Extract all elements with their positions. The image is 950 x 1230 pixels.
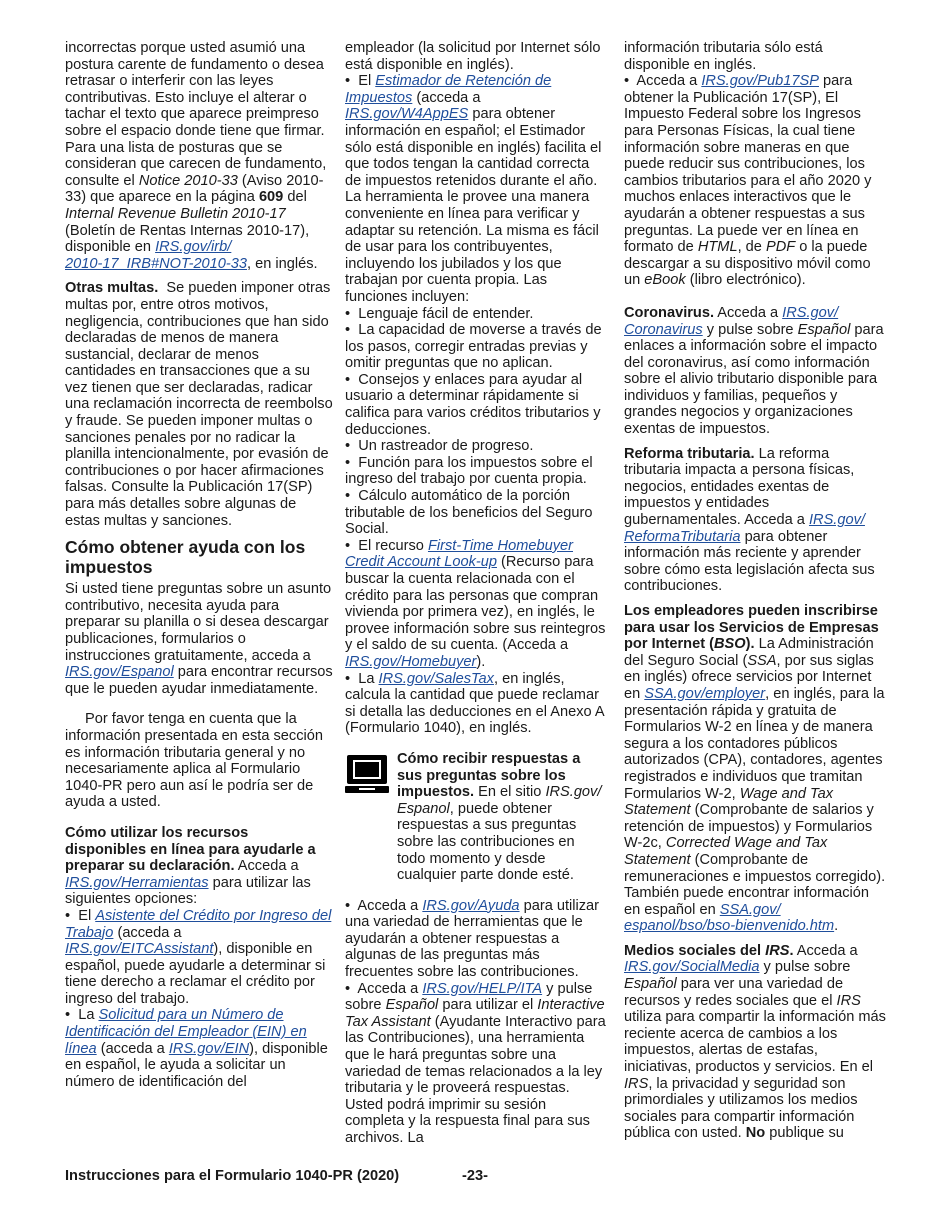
- list-item: • El recurso First-Time Homebuyer Credit Account Look-up (Recurso para buscar la cuenta relacionada con el crédito para las personas que compran vivienda por primera vez), en inglés, le provee información sobre sus reintegros y el saldo de su cuenta. (Acceda a IRS.gov/Homebuyer).: [345, 537, 606, 670]
- footer-title: Instrucciones para el Formulario 1040-PR (2020): [65, 1168, 400, 1184]
- page-number: -23-: [462, 1168, 488, 1184]
- list-item: • Acceda a IRS.gov/HELP/ITA y pulse sobre Español para utilizar el Interactive Tax Assistant (Ayudante Interactivo para las Contribuciones), una herramienta que le hará preguntas sobre una variedad de temas relacionados a la ley tributaria y le proveerá respuestas. Usted podrá imprimir su sesión completa y la respuesta final para sus archivos. La: [345, 980, 606, 1146]
- page-footer: [65, 1168, 885, 1184]
- paragraph-ayuda: Si usted tiene preguntas sobre un asunto contributivo, necesita ayuda para preparar su planilla o si desea descargar publicaciones, formularios o instrucciones gratuitamente, acceda a IRS.gov/Espanol para encontrar recursos que le pueden ayudar inmediatamente.: [65, 581, 333, 697]
- list-item: • Consejos y enlaces para ayudar al usuario a determinar rápidamente si califica para varios créditos tributarios y deducciones.: [345, 371, 601, 438]
- paragraph-bso: Los empleadores pueden inscribirse para usar los Servicios de Empresas por Internet (BSO). La Administración del Seguro Social (SSA, por sus siglas en inglés) ofrece servicios por Internet en SSA.gov/employer, en inglés, para la presentación rápida y gratuita de Formularios W-2 en línea y de manera segura a los contadores públicos autorizados (CPA), contadores, agentes registrados e individuos que tramitan Formularios W-2, Wage and Tax Statement (Comprobante de salarios y retención de impuestos) y Formularios W-2c, Corrected Wage and Tax Statement (Comprobante de remuneraciones e impuestos corregido). También puede encontrar información en español en SSA.gov/ espanol/bso/bso-bienvenido.htm.: [624, 603, 886, 935]
- list-item: • Lenguaje fácil de entender.: [345, 305, 534, 322]
- section-heading: Cómo obtener ayuda con los impuestos: [65, 537, 306, 578]
- ayuda-link[interactable]: IRS.gov/Ayuda: [422, 897, 520, 914]
- herramientas-link[interactable]: IRS.gov/Herramientas: [65, 874, 209, 891]
- list-item: • La Solicitud para un Número de Identificación del Empleador (EIN) en línea (acceda a IRS.gov/EIN), disponible en español, le ayuda a solicitar un número de identificación del: [65, 1007, 328, 1090]
- paragraph-continued: empleador (la solicitud por Internet sólo está disponible en inglés).: [345, 40, 601, 73]
- eitc-link[interactable]: IRS.gov/EITCAssistant: [65, 941, 214, 958]
- eitc-assistant-link[interactable]: Asistente del Crédito por Ingreso del Trabajo: [65, 907, 332, 941]
- list-item: • Acceda a IRS.gov/Pub17SP para obtener la Publicación 17(SP), El Impuesto Federal sobre los Ingresos para Personas Físicas, la cual tiene información sobre maneras en que puede reducir sus contribuciones, los cambios tributarios para el año 2020 y muchos enlaces interactivos que le ayudarán a obtener respuestas a sus preguntas. La puede ver en línea en formato de HTML, de PDF o la puede descargar a su dispositivo móvil como un eBook (libro electrónico).: [624, 73, 872, 289]
- paragraph-otras-multas: Otras multas. Se pueden imponer otras multas por, entre otros motivos, negligencia, contribuciones que han sido declaradas de menos de manera sustancial, declarar de menos cantidades en transacciones que a su vez tienen que ser declaradas, radicar una reclamación incorrecta de reembolso y fraude. Se pueden imponer multas o sanciones penales por no radicar la planilla intencionalmente, por evasión de contribuciones o por hacer afirmaciones falsas. Consulte la Publicación 17(SP) para más detalles sobre algunas de estas multas y sanciones.: [65, 280, 333, 529]
- paragraph-coronavirus: Coronavirus. Acceda a IRS.gov/ Coronavirus y pulse sobre Español para enlaces a información sobre el impacto del coronavirus, así como información sobre el alivio tributario disponible para individuos y familias, pequeños y grandes negocios y organizaciones exentas de impuestos.: [624, 304, 884, 438]
- list-item: • Un rastreador de progreso.: [345, 438, 534, 455]
- paragraph-medios: Medios sociales del IRS. Acceda a IRS.gov/SocialMedia y pulse sobre Español para ver una variedad de recursos y redes sociales que el IRS utiliza para compartir la información más reciente acerca de cambios a los impuestos, alertas de estafas, iniciativas, productos y servicios. En el IRS, la privacidad y seguridad son primordiales y utilizamos los medios sociales para compartir información pública con usted. No publique su: [624, 942, 886, 1142]
- homebuyer-lookup-link[interactable]: First-Time Homebuyer Credit Account Look-up: [345, 537, 573, 571]
- list-item: • El Estimador de Retención de Impuestos (acceda a IRS.gov/W4AppES para obtener información en español; el Estimador sólo está disponible en inglés) facilita el que todos tengan la cantidad correcta de impuestos retenidos durante el año. La herramienta le provee una manera conveniente en línea para verificar y adaptar su retención. La misma es fácil de usar para los contribuyentes, incluyendo los jubilados y los que trabajan por cuenta propia. Las funciones incluyen:: [345, 73, 602, 305]
- withholding-estimator-link[interactable]: Estimador de Retención de Impuestos: [345, 73, 552, 106]
- note-box: Cómo recibir respuestas a sus preguntas sobre los impuestos. En el sitio IRS.gov/ Espanol, puede obtener respuestas a sus preguntas sobre las contribuciones en todo momento y desde cualquier parte donde esté.: [345, 751, 607, 884]
- homebuyer-link[interactable]: IRS.gov/Homebuyer: [345, 653, 477, 670]
- irs-espanol-link[interactable]: IRS.gov/Espanol: [65, 664, 174, 681]
- reforma-link[interactable]: IRS.gov/ ReformaTributaria: [624, 512, 865, 545]
- socialmedia-link[interactable]: IRS.gov/SocialMedia: [624, 959, 760, 976]
- paragraph-continued: información tributaria sólo está disponible en inglés.: [624, 40, 823, 73]
- ein-application-link[interactable]: Solicitud para un Número de Identificación del Empleador (EIN) en línea: [65, 1007, 307, 1057]
- list-item: • Acceda a IRS.gov/Ayuda para utilizar una variedad de herramientas que le ayudarán a obtener respuestas a algunas de las preguntas más frecuentes sobre las contribuciones.: [345, 897, 600, 981]
- paragraph-reforma: Reforma tributaria. La reforma tributaria impacta a persona físicas, negocios, entidades exentas de impuestos y entidades gubernamentales. Acceda a IRS.gov/ ReformaTributaria para obtener información más reciente y aprender sobre cómo esta legislación afecta sus contribuciones.: [624, 445, 875, 595]
- ssa-espanol-link[interactable]: SSA.gov/ espanol/bso/bso-bienvenido.htm: [624, 901, 835, 935]
- paragraph-recursos: Cómo utilizar los recursos disponibles en línea para ayudarle a preparar su declaración. Acceda a IRS.gov/Herramientas para utilizar las siguientes opciones:: [65, 824, 316, 908]
- list-item: • El Asistente del Crédito por Ingreso del Trabajo (acceda a IRS.gov/EITCAssistant), disponible en español, puede ayudarle a determinar si tiene derecho a reclamar el crédito por ingreso del trabajo.: [65, 907, 332, 1007]
- list-item: • Cálculo automático de la porción tributable de los beneficios del Seguro Social.: [345, 488, 593, 538]
- column-1: [65, 40, 333, 1090]
- computer-icon: [345, 754, 389, 794]
- salestax-link[interactable]: IRS.gov/SalesTax: [378, 670, 494, 687]
- help-ita-link[interactable]: IRS.gov/HELP/ITA: [422, 980, 543, 997]
- coronavirus-link[interactable]: IRS.gov/ Coronavirus: [624, 304, 839, 338]
- list-item: • Función para los impuestos sobre el ingreso del trabajo por cuenta propia.: [345, 454, 593, 488]
- column-3: [624, 40, 889, 1150]
- column-2: [345, 40, 607, 1147]
- irb-link[interactable]: IRS.gov/irb/ 2010-17_IRB#NOT-2010-33: [65, 239, 248, 272]
- list-item: • La IRS.gov/SalesTax, en inglés, calcula la cantidad que puede reclamar si detalla las deducciones en el Anexo A (Formulario 1040), en inglés.: [345, 670, 604, 737]
- w4appes-link[interactable]: IRS.gov/W4AppES: [345, 106, 469, 123]
- paragraph-favor: Por favor tenga en cuenta que la información presentada en esta sección es información tributaria general y no necesariamente aplica al Formulario 1040-PR pero aun así le podría ser de ayuda a usted.: [65, 711, 323, 811]
- pub17sp-link[interactable]: IRS.gov/Pub17SP: [701, 73, 819, 90]
- ssa-employer-link[interactable]: SSA.gov/employer: [644, 685, 766, 702]
- paragraph-frivolous: incorrectas porque usted asumió una postura carente de fundamento o desea retrasar o interferir con las leyes contributivas. Esto incluye el alterar o tachar el texto que aparece preimpreso sobre el espacio donde tiene que firmar. Para una lista de posturas que se consideran que carecen de fundamento, consulte el Notice 2010-33 (Aviso 2010-33) que aparece en la página 609 del Internal Revenue Bulletin 2010-17 (Boletín de Rentas Internas 2010-17), disponible en IRS.gov/irb/ 2010-17_IRB#NOT-2010-33, en inglés.: [65, 40, 327, 272]
- ein-link[interactable]: IRS.gov/EIN: [168, 1040, 250, 1057]
- list-item: • La capacidad de moverse a través de los pasos, corregir entradas previas y omitir preguntas que no aplican.: [345, 322, 602, 372]
